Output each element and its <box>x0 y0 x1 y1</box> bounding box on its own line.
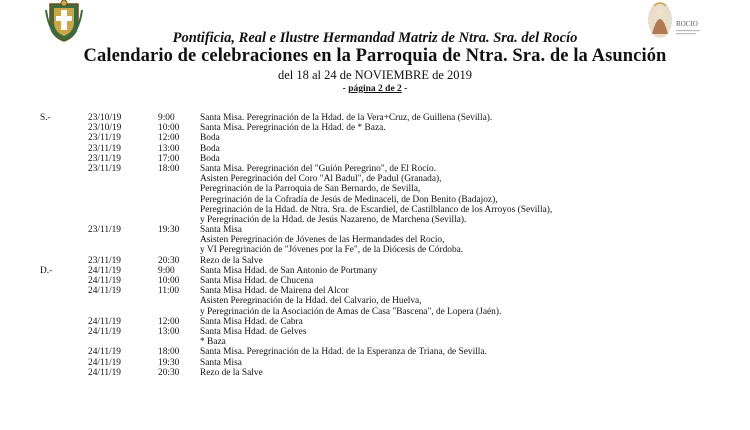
schedule-row <box>0 296 750 306</box>
description-cell: y VI Peregrinación de "Jóvenes por la Fe", de la Diócesis de Córdoba. <box>200 245 464 256</box>
description-cell: Santa Misa. Peregrinación de la Hdad. de * Baza. <box>200 123 386 134</box>
schedule-row <box>0 144 750 154</box>
description-cell: Santa Misa Hdad. de Cabra <box>200 316 303 327</box>
time-cell: 12:00 <box>158 133 180 144</box>
schedule-row <box>0 327 750 337</box>
page-title: Calendario de celebraciones en la Parroquia de Ntra. Sra. de la Asunción <box>83 46 667 66</box>
schedule-row <box>0 245 750 255</box>
schedule-row <box>0 133 750 143</box>
time-cell: 9:00 <box>158 113 175 123</box>
schedule-row <box>0 225 750 235</box>
description-cell: Peregrinación de la Parroquia de San Bernardo, de Sevilla, <box>200 184 421 195</box>
description-cell: Santa Misa Hdad. de Mairena del Alcor <box>200 286 349 297</box>
description-cell: Boda <box>200 143 220 154</box>
time-cell: 20:30 <box>158 255 180 266</box>
description-cell: Asisten Peregrinación de la Hdad. del Calvario, de Huelva, <box>200 296 422 307</box>
description-cell: * Baza <box>200 337 226 348</box>
schedule-row <box>0 286 750 296</box>
schedule-row <box>0 195 750 205</box>
date-cell: 23/11/19 <box>88 143 121 154</box>
description-cell: y Peregrinación de la Asociación de Amas de Casa "Bascena", de Lopera (Jaén). <box>200 306 502 317</box>
description-cell: Peregrinación de la Hdad. de Ntra. Sra. de Escardiel, de Castilblanco de los Arroyos (Sevilla), <box>200 204 553 215</box>
schedule-row <box>0 205 750 215</box>
time-cell: 17:00 <box>158 153 180 164</box>
time-cell: 18:00 <box>158 163 180 174</box>
schedule-row <box>0 307 750 317</box>
time-cell: 13:00 <box>158 326 180 337</box>
description-cell: Santa Misa <box>200 225 242 236</box>
description-cell: Peregrinación de la Cofradía de Jesús de Medinaceli, de Don Benito (Badajoz), <box>200 194 498 205</box>
time-cell: 13:00 <box>158 143 180 154</box>
schedule-row <box>0 256 750 266</box>
time-cell: 10:00 <box>158 123 180 134</box>
schedule-row <box>0 347 750 357</box>
date-range: del 18 al 24 de NOVIEMBRE de 2019 <box>277 68 473 82</box>
description-cell: Santa Misa. Peregrinación de la Hdad. de la Esperanza de Triana, de Sevilla. <box>200 347 487 358</box>
description-cell: Santa Misa Hdad. de San Antonio de Portmany <box>200 265 378 276</box>
time-cell: 12:00 <box>158 316 180 327</box>
description-cell: Boda <box>200 133 220 144</box>
date-cell: 24/11/19 <box>88 286 121 297</box>
date-cell: 24/11/19 <box>88 347 121 358</box>
schedule-row <box>0 317 750 327</box>
date-cell: 23/11/19 <box>88 163 121 174</box>
date-cell: 23/11/19 <box>88 153 121 164</box>
date-cell: 24/11/19 <box>88 316 121 327</box>
description-cell: Santa Misa Hdad. de Gelves <box>200 326 307 337</box>
time-cell: 19:30 <box>158 357 180 368</box>
time-cell: 11:00 <box>158 286 180 297</box>
time-cell: 20:30 <box>158 367 180 378</box>
date-cell: 24/11/19 <box>88 276 121 286</box>
schedule-row <box>0 276 750 286</box>
schedule-row <box>0 184 750 194</box>
schedule-row <box>0 266 750 276</box>
date-cell: 23/11/19 <box>88 133 121 144</box>
day-cell: D.- <box>40 265 53 276</box>
description-cell: Santa Misa. Peregrinación del "Guión Peregrino", de El Rocío. <box>200 163 436 174</box>
description-cell: Asisten Peregrinación del Coro "Al Badul", de Padul (Granada), <box>200 174 442 185</box>
page-indicator: - página 2 de 2 - <box>342 84 408 94</box>
schedule-row <box>0 123 750 133</box>
time-cell: 10:00 <box>158 276 180 286</box>
schedule-row <box>0 358 750 368</box>
date-cell: 23/11/19 <box>88 225 121 236</box>
schedule-row <box>0 154 750 164</box>
description-cell: Boda <box>200 153 220 164</box>
schedule-row <box>0 164 750 174</box>
date-cell: 23/10/19 <box>88 113 122 123</box>
description-cell: Santa Misa <box>200 357 242 368</box>
schedule-row <box>0 337 750 347</box>
schedule-table <box>0 113 750 378</box>
date-cell: 24/11/19 <box>88 357 121 368</box>
time-cell: 9:00 <box>158 265 175 276</box>
description-cell: Santa Misa Hdad. de Chucena <box>200 276 314 286</box>
date-cell: 24/11/19 <box>88 265 121 276</box>
page-indicator-label: página 2 de 2 <box>348 84 402 94</box>
date-cell: 24/11/19 <box>88 367 121 378</box>
date-cell: 24/11/19 <box>88 326 121 337</box>
date-cell: 23/11/19 <box>88 255 121 266</box>
schedule-row <box>0 174 750 184</box>
date-cell: 23/10/19 <box>88 123 122 134</box>
description-cell: Asisten Peregrinación de Jóvenes de las Hermandades del Rocío, <box>200 235 445 246</box>
description-cell: Rezo de la Salve <box>200 367 263 378</box>
time-cell: 19:30 <box>158 225 180 236</box>
day-cell: S.- <box>40 113 51 123</box>
description-cell: Rezo de la Salve <box>200 255 263 266</box>
schedule-row <box>0 113 750 123</box>
logo-text: ROCIO <box>676 20 698 28</box>
schedule-row <box>0 368 750 378</box>
description-cell: y Peregrinación de la Hdad. de Jesús Nazareno, de Marchena (Sevilla). <box>200 214 467 225</box>
hermandad-name: Pontificia, Real e Ilustre Hermandad Matriz de Ntra. Sra. del Rocío <box>172 30 578 46</box>
schedule-row <box>0 215 750 225</box>
description-cell: Santa Misa. Peregrinación de la Hdad. de la Vera+Cruz, de Guillena (Sevilla). <box>200 113 493 123</box>
time-cell: 18:00 <box>158 347 180 358</box>
schedule-row <box>0 235 750 245</box>
